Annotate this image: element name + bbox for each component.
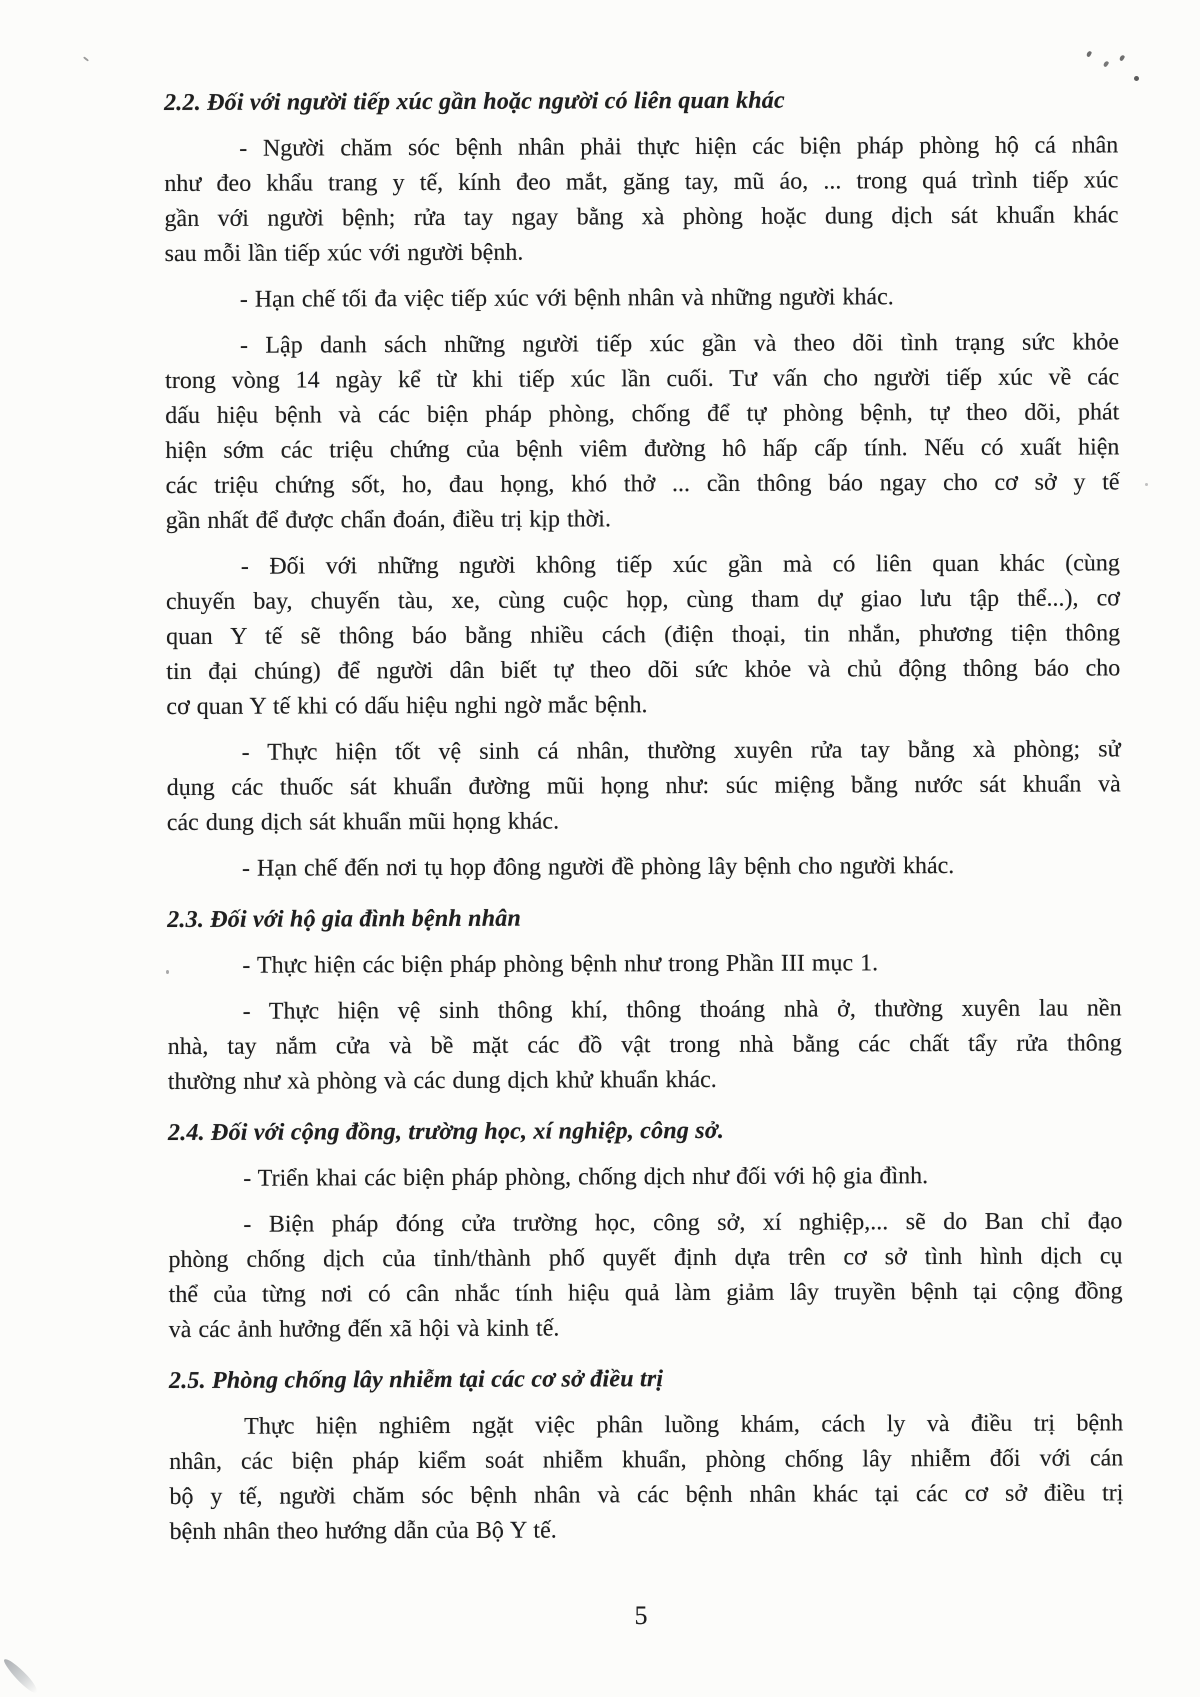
- paragraph: [167, 945, 1121, 984]
- paragraph-line: - Hạn chế đến nơi tụ họp đông người đề phòng lây bệnh cho người khác.: [241, 852, 955, 882]
- ink-speck: [1103, 60, 1110, 67]
- paragraph-line: sau mỗi lần tiếp xúc với người bệnh.: [164, 239, 524, 267]
- paragraph: [166, 546, 1121, 725]
- paragraph: [169, 1406, 1124, 1550]
- paragraph-line: - Lập danh sách những người tiếp xúc gần và theo dõi tình trạng sức khỏe: [239, 329, 1120, 359]
- paragraph-line: tin đại chúng) để người dân biết tự theo dõi sức khỏe và chủ động thông báo cho: [166, 655, 1121, 685]
- paragraph-line: cơ quan Y tế khi có dấu hiệu nghi ngờ mắc bệnh.: [166, 692, 648, 720]
- section-heading-2-4: 2.4. Đối với cộng đồng, trường học, xí nghiệp, công sở.: [167, 1117, 725, 1146]
- paragraph-line: trong vòng 14 ngày kể từ khi tiếp xúc lần cuối. Tư vấn cho người tiếp xúc về các: [165, 364, 1120, 394]
- paragraph-line: thường như xà phòng và các dung dịch khử khuẩn khác.: [167, 1066, 717, 1095]
- paragraph: [168, 1204, 1123, 1348]
- section-heading-2-5: 2.5. Phòng chống lây nhiễm tại các cơ sở điều trị: [168, 1366, 664, 1394]
- paragraph-line: - Triển khai các biện pháp phòng, chống dịch như đối với hộ gia đình.: [243, 1163, 929, 1192]
- paragraph-line: gần với người bệnh; rửa tay ngay bằng xà phòng hoặc dung dịch sát khuẩn khác: [164, 202, 1119, 232]
- section-heading-2-2: 2.2. Đối với người tiếp xúc gần hoặc người có liên quan khác: [164, 87, 785, 116]
- paragraph-line: các dung dịch sát khuẩn mũi họng khác.: [166, 808, 560, 836]
- paragraph: [165, 325, 1120, 539]
- paragraph-line: - Thực hiện các biện pháp phòng bệnh như trong Phần III mục 1.: [242, 950, 879, 979]
- section-heading-2-3: 2.3. Đối với hộ gia đình bệnh nhân: [167, 905, 522, 933]
- paragraph-line: nhân, các biện pháp kiểm soát nhiễm khuẩn, phòng chống lây nhiễm đối với cán: [169, 1445, 1124, 1475]
- paragraph-line: - Thực hiện tốt vệ sinh cá nhân, thường xuyên rửa tay bằng xà phòng; sử: [241, 736, 1121, 766]
- paragraph-line: gần nhất để được chẩn đoán, điều trị kịp thời.: [165, 506, 611, 534]
- page-number: 5: [634, 1601, 648, 1630]
- paragraph-line: bộ y tế, người chăm sóc bệnh nhân và các bệnh nhân khác tại các cơ sở điều trị: [169, 1480, 1124, 1510]
- ink-speck: [1145, 483, 1148, 486]
- scan-smudge: [1, 1656, 40, 1696]
- paragraph: [167, 848, 1121, 887]
- paragraph-line: chuyến bay, chuyến tàu, xe, cùng cuộc họp, cùng tham dự giao lưu tập thể...), cơ: [165, 585, 1121, 615]
- paragraph: [167, 991, 1121, 1100]
- paragraph-line: và các ảnh hưởng đến xã hội và kinh tế.: [168, 1315, 560, 1343]
- paragraph-line: Thực hiện nghiêm ngặt việc phân luồng khám, cách ly và điều trị bệnh: [244, 1410, 1124, 1440]
- paragraph: [166, 732, 1120, 841]
- paragraph: [165, 279, 1119, 318]
- paragraph: [168, 1158, 1122, 1197]
- paragraph: [164, 128, 1119, 272]
- paragraph-line: bệnh nhân theo hướng dẫn của Bộ Y tế.: [169, 1517, 557, 1545]
- ink-speck: [1134, 76, 1139, 81]
- paragraph-line: thể của từng nơi có cân nhắc tính hiệu quả làm giảm lây truyền bệnh tại cộng đồng: [168, 1278, 1123, 1308]
- paragraph-line: - Hạn chế tối đa việc tiếp xúc với bệnh nhân và những người khác.: [239, 284, 894, 313]
- paragraph-line: - Người chăm sóc bệnh nhân phải thực hiện các biện pháp phòng hộ cá nhân: [239, 132, 1119, 162]
- paragraph-line: dụng các thuốc sát khuẩn đường mũi họng như: súc miệng bằng nước sát khuẩn và: [166, 771, 1121, 801]
- paragraph-line: - Thực hiện vệ sinh thông khí, thông thoáng nhà ở, thường xuyên lau nền: [242, 995, 1122, 1025]
- ink-speck: [166, 970, 169, 974]
- paragraph-line: các triệu chứng sốt, ho, đau họng, khó thở ... cần thông báo ngay cho cơ sở y tế: [165, 469, 1120, 499]
- paragraph-line: - Biện pháp đóng cửa trường học, công sở, xí nghiệp,... sẽ do Ban chỉ đạo: [243, 1208, 1123, 1238]
- ink-speck: [1086, 50, 1092, 57]
- ink-speck: [1119, 54, 1125, 61]
- paragraph-line: nhà, tay nắm cửa và bề mặt các đồ vật trong nhà bằng các chất tẩy rửa thông: [167, 1030, 1122, 1060]
- paragraph-line: quan Y tế sẽ thông báo bằng nhiều cách (điện thoại, tin nhắn, phương tiện thông: [166, 620, 1121, 650]
- ink-speck: [83, 56, 89, 61]
- paragraph-line: phòng chống dịch của tỉnh/thành phố quyết định dựa trên cơ sở tình hình dịch cụ: [168, 1243, 1123, 1273]
- paragraph-line: dấu hiệu bệnh và các biện pháp phòng, chống để tự phòng bệnh, tự theo dõi, phát: [165, 399, 1120, 429]
- paragraph-line: như đeo khẩu trang y tế, kính đeo mắt, găng tay, mũ áo, ... trong quá trình tiếp xúc: [164, 167, 1119, 197]
- paragraph-line: hiện sớm các triệu chứng của bệnh viêm đường hô hấp cấp tính. Nếu có xuất hiện: [165, 434, 1120, 464]
- paragraph-line: - Đối với những người không tiếp xúc gần mà có liên quan khác (cùng: [240, 550, 1120, 580]
- document-body: [164, 82, 1124, 1550]
